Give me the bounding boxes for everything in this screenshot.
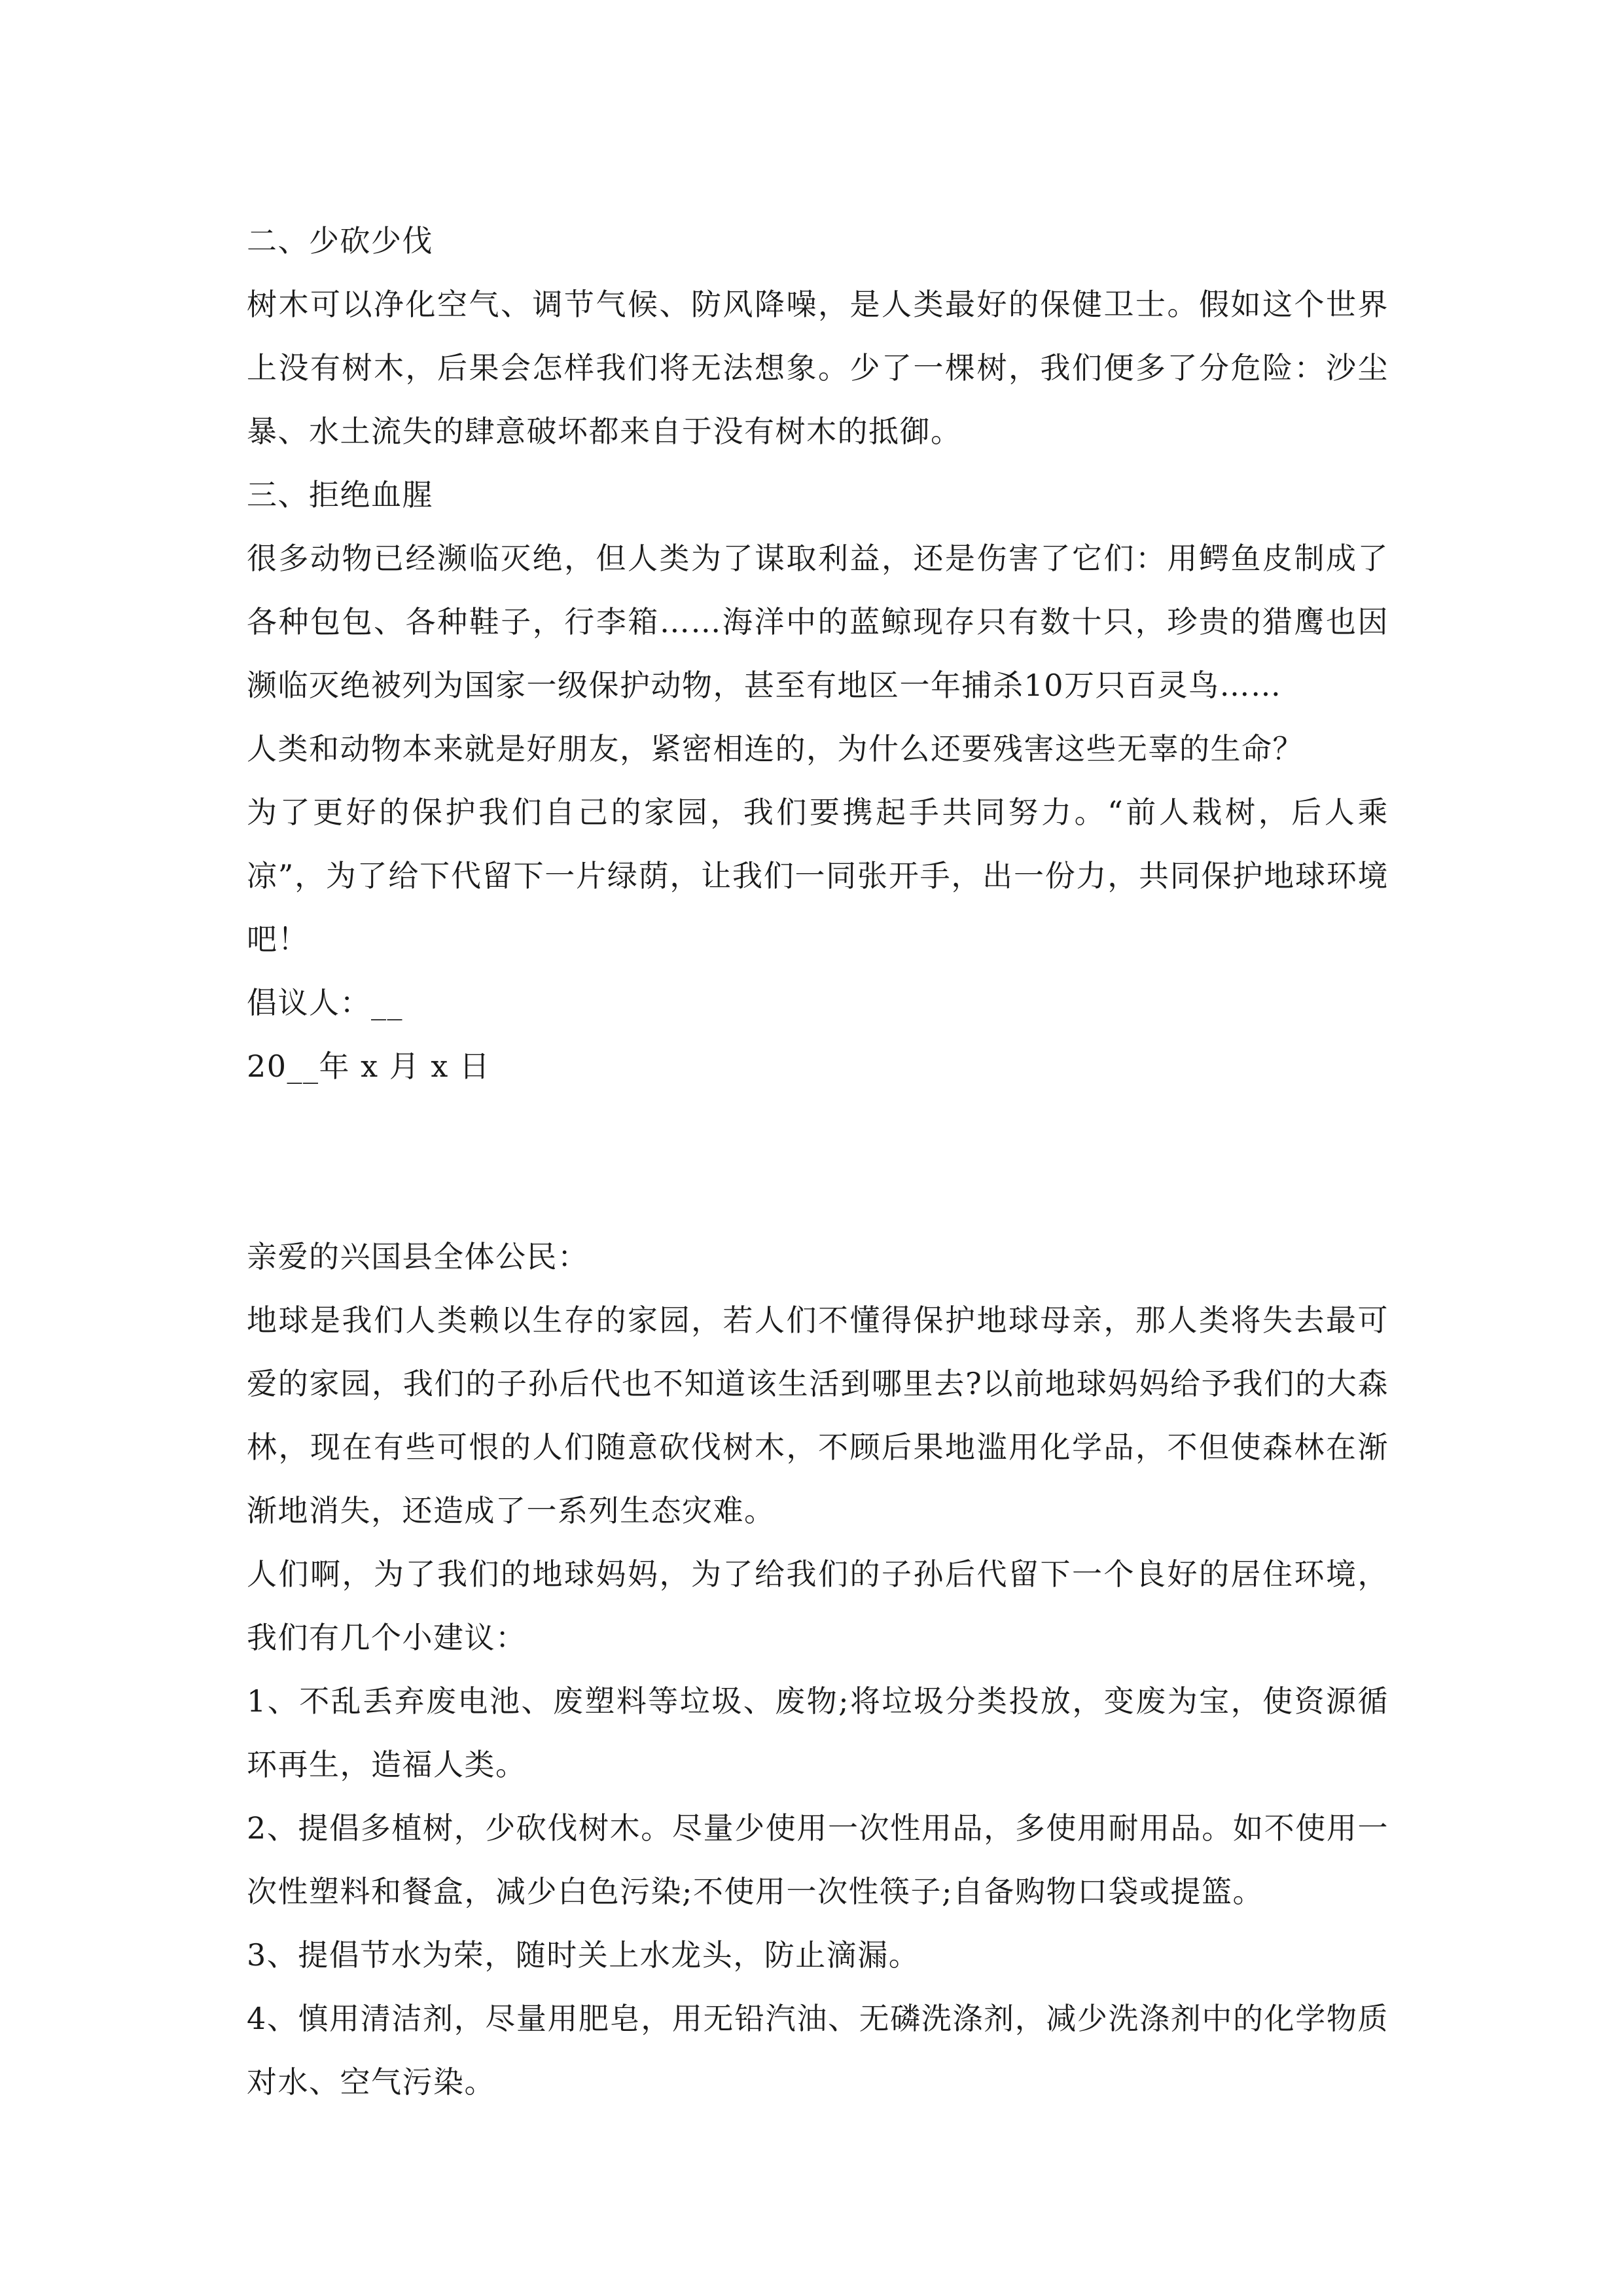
section-three-question: 人类和动物本来就是好朋友，紧密相连的，为什么还要残害这些无辜的生命？ bbox=[247, 731, 1304, 766]
section-two-paragraph: 树木可以净化空气、调节气候、防风降噪，是人类最好的保健卫士。假如这个世界上没有树木，后果会怎样我们将无法想象。少了一棵树，我们便多了分危险：沙尘暴、水土流失的肆意破坏都来自于没有树木的抵御。 bbox=[247, 287, 1389, 449]
suggestion-item-2: 2、提倡多植树，少砍伐树木。尽量少使用一次性用品，多使用耐用品。如不使用一次性塑料和餐盒，减少白色污染;不使用一次性筷子;自备购物口袋或提篮。 bbox=[247, 1810, 1389, 1909]
section-two-heading: 二、少砍少伐 bbox=[247, 223, 433, 259]
closing-paragraph: 为了更好的保护我们自己的家园，我们要携起手共同努力。“前人栽树，后人乘凉”，为了给下代留下一片绿荫，让我们一同张开手，出一份力，共同保护地球环境吧！ bbox=[247, 795, 1389, 957]
section-three-heading: 三、拒绝血腥 bbox=[247, 477, 433, 512]
section-three-paragraph: 很多动物已经濒临灭绝，但人类为了谋取利益，还是伤害了它们：用鳄鱼皮制成了各种包包、各种鞋子，行李箱……海洋中的蓝鲸现存只有数十只，珍贵的猎鹰也因濒临灭绝被列为国家一级保护动物，甚至有地区一年捕杀10万只百灵鸟…… bbox=[247, 541, 1389, 703]
section-spacer bbox=[247, 1098, 1389, 1225]
letter-salutation: 亲爱的兴国县全体公民： bbox=[247, 1239, 589, 1274]
signature-date: 20__年 x 月 x 日 bbox=[247, 1049, 491, 1084]
suggestion-item-3: 3、提倡节水为荣，随时关上水龙头，防止滴漏。 bbox=[247, 1937, 920, 1973]
signature-initiator: 倡议人：__ bbox=[247, 985, 403, 1020]
letter-appeal-paragraph: 人们啊，为了我们的地球妈妈，为了给我们的子孙后代留下一个良好的居住环境，我们有几个小建议： bbox=[247, 1556, 1389, 1655]
document-body bbox=[247, 209, 1389, 2114]
letter-intro-paragraph: 地球是我们人类赖以生存的家园，若人们不懂得保护地球母亲，那人类将失去最可爱的家园，我们的子孙后代也不知道该生活到哪里去?以前地球妈妈给予我们的大森林，现在有些可恨的人们随意砍伐树木，不顾后果地滥用化学品，不但使森林在渐渐地消失，还造成了一系列生态灾难。 bbox=[247, 1302, 1389, 1528]
suggestion-item-4: 4、慎用清洁剂，尽量用肥皂，用无铅汽油、无磷洗涤剂，减少洗涤剂中的化学物质对水、空气污染。 bbox=[247, 2001, 1389, 2100]
suggestion-item-1: 1、不乱丢弃废电池、废塑料等垃圾、废物;将垃圾分类投放，变废为宝，使资源循环再生，造福人类。 bbox=[247, 1683, 1389, 1782]
